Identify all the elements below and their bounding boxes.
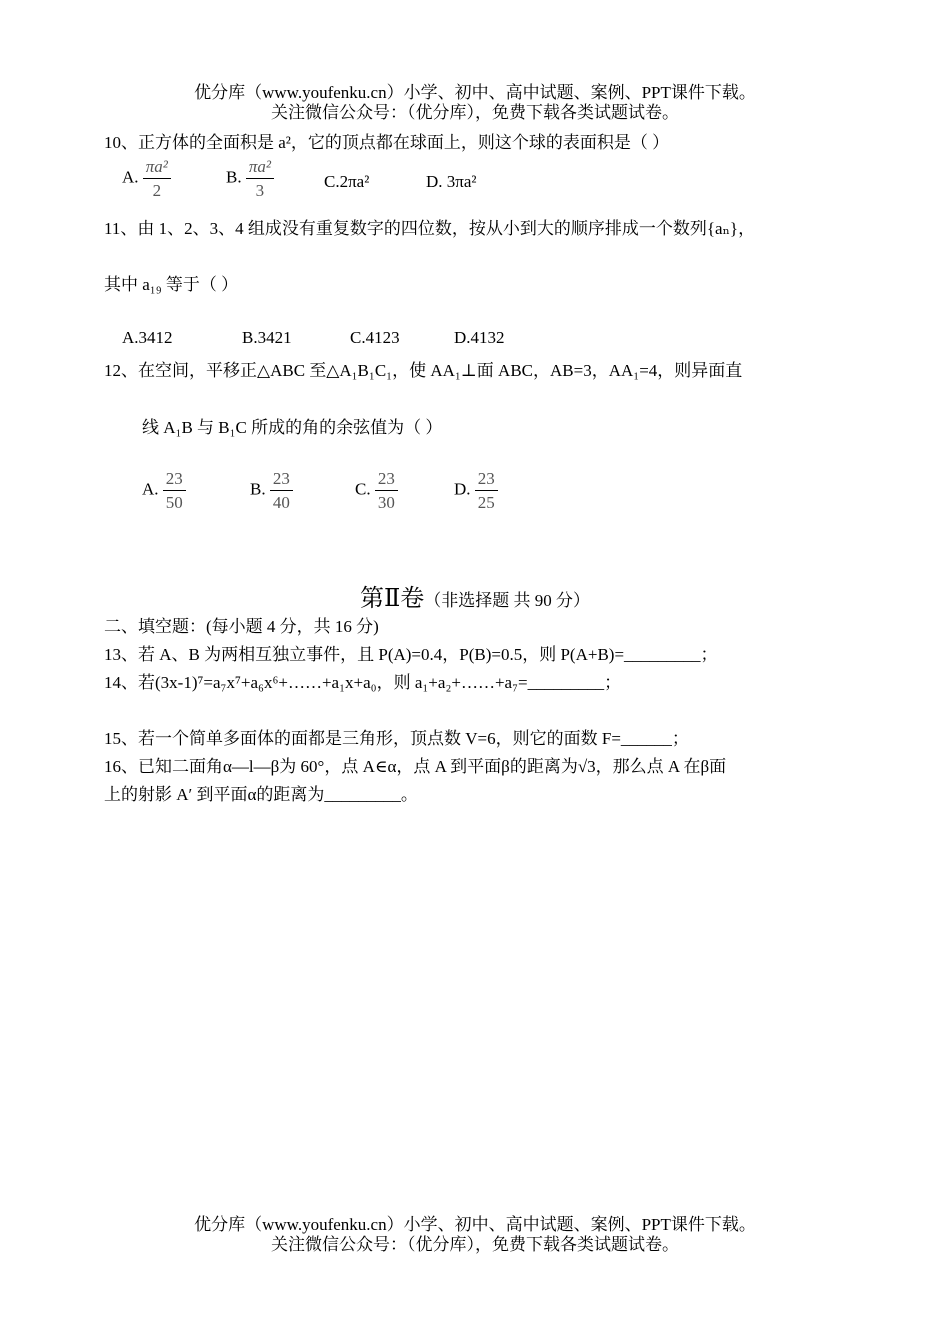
footer-line-1: 优分库（www.youfenku.cn）小学、初中、高中试题、案例、PPT课件下载。 — [194, 1215, 756, 1234]
q13-text: 13、若 A、B 为两相互独立事件，且 P(A)=0.4，P(B)=0.5，则 P(A+B)=_________； — [104, 645, 718, 664]
q12-option-c-label: C. — [355, 479, 371, 499]
q12-option-a — [142, 470, 186, 511]
q11-option-d: D.4132 — [454, 328, 505, 347]
q10-option-b-label: B. — [226, 167, 242, 187]
q12-option-d-den: 25 — [477, 493, 495, 512]
q12-option-a-num: 23 — [163, 470, 186, 491]
q10-option-a-den: 2 — [152, 181, 162, 200]
q10-option-c: C.2πa² — [324, 172, 370, 191]
q12-option-a-fraction — [163, 470, 186, 511]
q11-option-c: C.4123 — [350, 328, 400, 347]
q16-line-1: 16、已知二面角α—l—β为 60°，点 A∈α，点 A 到平面β的距离为√3，那么点 A 在β面 — [104, 757, 727, 776]
section-two-heading: 二、填空题：(每小题 4 分，共 16 分) — [104, 617, 379, 636]
q12-option-d-fraction — [475, 470, 498, 511]
q10-option-b-fraction — [246, 158, 274, 199]
q12-stem: 12、在空间，平移正△ABC 至△A₁B₁C₁，使 AA₁⊥面 ABC，AB=3，AA₁=4，则异面直 — [104, 361, 743, 380]
q10-option-a-label: A. — [122, 167, 139, 187]
q11-stem-2: 其中 a₁₉ 等于（ ） — [104, 275, 239, 294]
part-two-subtitle: （非选择题 共 90 分） — [424, 591, 591, 610]
q12-option-c — [355, 470, 398, 511]
q10-option-a-num: πa² — [143, 158, 171, 179]
part-two-title — [0, 578, 950, 613]
q12-option-c-den: 30 — [377, 493, 395, 512]
q12-option-b-num: 23 — [270, 470, 293, 491]
q12-option-b — [250, 470, 293, 511]
q10-option-b — [226, 158, 274, 199]
q11-option-b: B.3421 — [242, 328, 292, 347]
header-line-2: 关注微信公众号：（优分库），免费下载各类试题试卷。 — [271, 103, 679, 122]
q15-text: 15、若一个简单多面体的面都是三角形，顶点数 V=6，则它的面数 F=______； — [104, 729, 689, 748]
q12-option-d-num: 23 — [475, 470, 498, 491]
footer-line-2: 关注微信公众号：（优分库），免费下载各类试题试卷。 — [271, 1235, 679, 1254]
q12-option-b-fraction — [270, 470, 293, 511]
q12-option-b-label: B. — [250, 479, 266, 499]
q10-option-b-num: πa² — [246, 158, 274, 179]
q12-option-c-num: 23 — [375, 470, 398, 491]
q11-stem: 11、由 1、2、3、4 组成没有重复数字的四位数，按从小到大的顺序排成一个数列{aₙ}， — [104, 219, 756, 238]
q12-option-b-den: 40 — [272, 493, 290, 512]
q16-line-2: 上的射影 A′ 到平面α的距离为_________。 — [104, 785, 418, 804]
header-line-1: 优分库（www.youfenku.cn）小学、初中、高中试题、案例、PPT课件下载。 — [194, 83, 756, 102]
q12-option-d — [454, 470, 498, 511]
part-two-heading: 第Ⅱ卷 — [359, 586, 425, 612]
q12-stem-2: 线 A₁B 与 B₁C 所成的角的余弦值为（ ） — [142, 418, 443, 437]
q10-option-b-den: 3 — [255, 181, 265, 200]
q12-option-c-fraction — [375, 470, 398, 511]
q12-option-a-den: 50 — [165, 493, 183, 512]
q10-stem: 10、正方体的全面积是 a²，它的顶点都在球面上，则这个球的表面积是（ ） — [104, 133, 670, 152]
q11-option-a: A.3412 — [122, 328, 173, 347]
q14-text: 14、若(3x-1)⁷=a₇x⁷+a₆x⁶+……+a₁x+a₀，则 a₁+a₂+……+a₇=_________； — [104, 673, 622, 692]
q10-option-d: D. 3πa² — [426, 172, 477, 191]
q12-option-a-label: A. — [142, 479, 159, 499]
q10-option-a-fraction — [143, 158, 171, 199]
q10-option-a — [122, 158, 171, 199]
q12-option-d-label: D. — [454, 479, 471, 499]
